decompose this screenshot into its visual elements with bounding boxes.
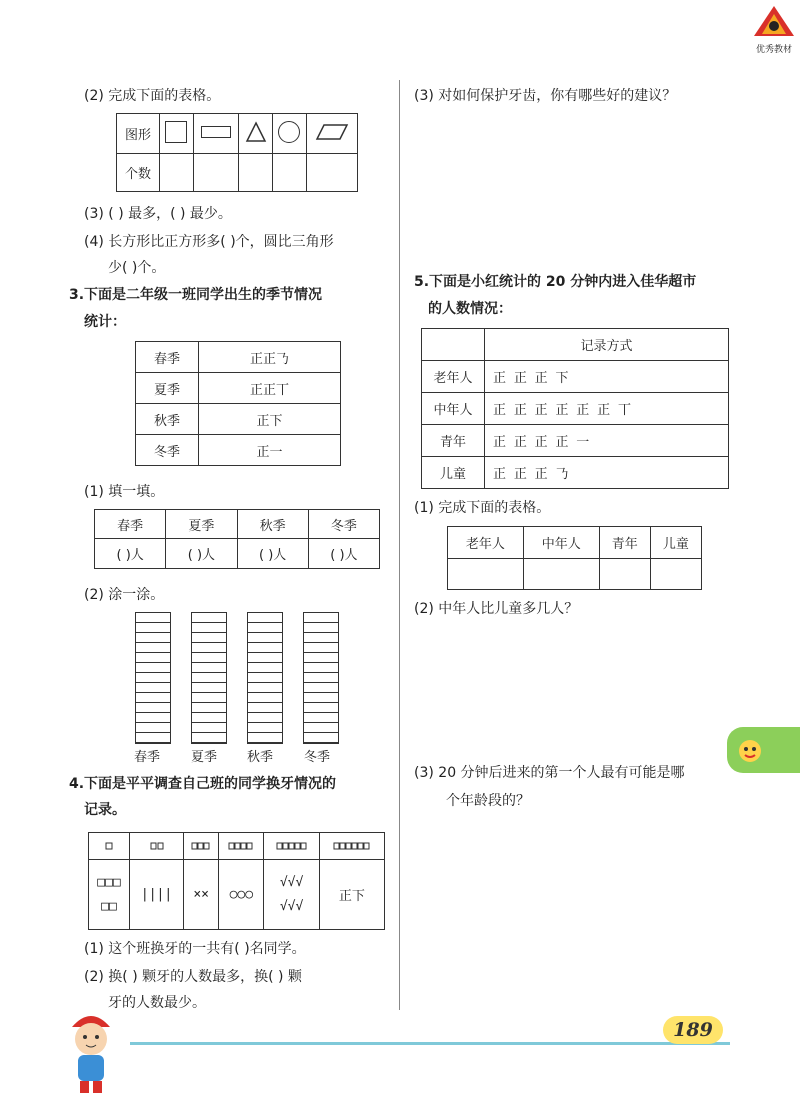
season-tally-table (135, 341, 341, 466)
triangle-icon (239, 114, 273, 154)
three-teeth-icon (184, 833, 219, 860)
age-cell[interactable] (448, 559, 524, 590)
age-table (447, 526, 702, 590)
record-tally: 正 正 正 𠄎 (485, 457, 729, 489)
age-header: 老年人 (448, 527, 524, 559)
fill-header: 夏季 (166, 510, 237, 539)
record-label: 中年人 (422, 393, 485, 425)
record-table (421, 328, 729, 489)
bar-label: 秋季 (247, 750, 274, 765)
q5-1: (1) 完成下面的表格。 (414, 500, 551, 516)
two-teeth-icon (129, 833, 183, 860)
tally-cell: 正下 (199, 404, 341, 435)
bar-label: 冬季 (304, 750, 331, 765)
age-cell[interactable] (650, 559, 701, 590)
record-label: 儿童 (422, 457, 485, 489)
one-tooth-icon (89, 833, 130, 860)
record-tally: 正 正 正 正 正 正 丅 (485, 393, 729, 425)
five-teeth-icon (264, 833, 319, 860)
count-cell[interactable] (239, 154, 273, 192)
q4-2b: 牙的人数最少。 (108, 995, 206, 1011)
age-header: 儿童 (650, 527, 701, 559)
q5-2: (2) 中年人比儿童多几人？ (414, 601, 579, 617)
six-teeth-icon (319, 833, 384, 860)
bar-label: 夏季 (191, 750, 218, 765)
mascot-icon (735, 735, 765, 765)
shape-table-label-shape: 图形 (117, 114, 160, 154)
teeth-record-cell: √√√ √√√ (264, 860, 319, 930)
side-tab (727, 727, 800, 773)
teeth-record-cell: 正下 (319, 860, 384, 930)
teeth-record-cell: ○○○ (219, 860, 264, 930)
parallelogram-icon (306, 114, 357, 154)
teeth-record-cell: ×× (184, 860, 219, 930)
q3-3: (3) 对如何保护牙齿，你有哪些好的建议？ (414, 88, 677, 104)
season-cell: 冬季 (136, 435, 199, 466)
four-teeth-icon (219, 833, 264, 860)
color-bar-autumn[interactable] (247, 612, 283, 744)
season-cell: 春季 (136, 342, 199, 373)
age-cell[interactable] (599, 559, 650, 590)
shape-table-label-count: 个数 (117, 154, 160, 192)
page-number: 189 (663, 1016, 723, 1044)
q2-3: (3) ( ) 最多，( ) 最少。 (84, 206, 232, 222)
q3-2: (2) 涂一涂。 (84, 587, 165, 603)
record-tally: 正 正 正 正 一 (485, 425, 729, 457)
color-bar-winter[interactable] (303, 612, 339, 744)
age-header: 青年 (599, 527, 650, 559)
rectangle-icon (193, 114, 238, 154)
count-cell[interactable] (272, 154, 306, 192)
q5-3b: 个年龄段的？ (446, 793, 530, 809)
fill-header: 秋季 (237, 510, 308, 539)
tally-cell: 正一 (199, 435, 341, 466)
teeth-table (88, 832, 385, 930)
season-cell: 秋季 (136, 404, 199, 435)
age-header: 中年人 (523, 527, 599, 559)
teeth-record-cell: □□□ □□ (89, 860, 130, 930)
season-cell: 夏季 (136, 373, 199, 404)
logo-text: 优秀教材 (755, 45, 792, 55)
count-cell[interactable] (160, 154, 194, 192)
q5-title-a: 5.下面是小红统计的 20 分钟内进入佳华超市 (414, 274, 697, 290)
fill-cell[interactable]: ( )人 (95, 539, 166, 569)
record-label: 青年 (422, 425, 485, 457)
circle-icon (272, 114, 306, 154)
q4-1: (1) 这个班换牙的一共有( )名同学。 (84, 941, 306, 957)
q2-intro: (2) 完成下面的表格。 (84, 88, 221, 104)
footer-line (130, 1042, 730, 1045)
fill-header: 冬季 (308, 510, 379, 539)
count-cell[interactable] (193, 154, 238, 192)
q5-3a: (3) 20 分钟后进来的第一个人最有可能是哪 (414, 765, 685, 781)
tally-cell: 正正𠄎 (199, 342, 341, 373)
season-fill-table (94, 509, 380, 569)
count-cell[interactable] (306, 154, 357, 192)
record-corner (422, 329, 485, 361)
record-header: 记录方式 (485, 329, 729, 361)
shape-table (116, 113, 358, 192)
q4-title-b: 记录。 (84, 802, 126, 818)
cartoon-boy-icon (60, 1005, 122, 1095)
fill-cell[interactable]: ( )人 (308, 539, 379, 569)
q3-title-a: 3.下面是二年级一班同学出生的季节情况 (69, 287, 323, 303)
q4-title-a: 4.下面是平平调查自己班的同学换牙情况的 (69, 776, 337, 792)
age-cell[interactable] (523, 559, 599, 590)
tally-cell: 正正丅 (199, 373, 341, 404)
color-bar-summer[interactable] (191, 612, 227, 744)
fill-cell[interactable]: ( )人 (237, 539, 308, 569)
q2-4b: 少( )个。 (108, 260, 166, 276)
q3-title-b: 统计： (84, 314, 126, 330)
q2-4a: (4) 长方形比正方形多( )个，圆比三角形 (84, 234, 334, 250)
logo-icon (752, 4, 796, 38)
column-divider (399, 80, 400, 1010)
publisher-logo (752, 4, 796, 55)
record-label: 老年人 (422, 361, 485, 393)
record-tally: 正 正 正 下 (485, 361, 729, 393)
bar-label: 春季 (134, 750, 161, 765)
q3-1: (1) 填一填。 (84, 484, 165, 500)
fill-cell[interactable]: ( )人 (166, 539, 237, 569)
square-icon (160, 114, 194, 154)
teeth-record-cell: |||| (129, 860, 183, 930)
q5-title-b: 的人数情况： (428, 301, 512, 317)
color-bar-spring[interactable] (135, 612, 171, 744)
q4-2a: (2) 换( ) 颗牙的人数最多，换( ) 颗 (84, 969, 302, 985)
fill-header: 春季 (95, 510, 166, 539)
